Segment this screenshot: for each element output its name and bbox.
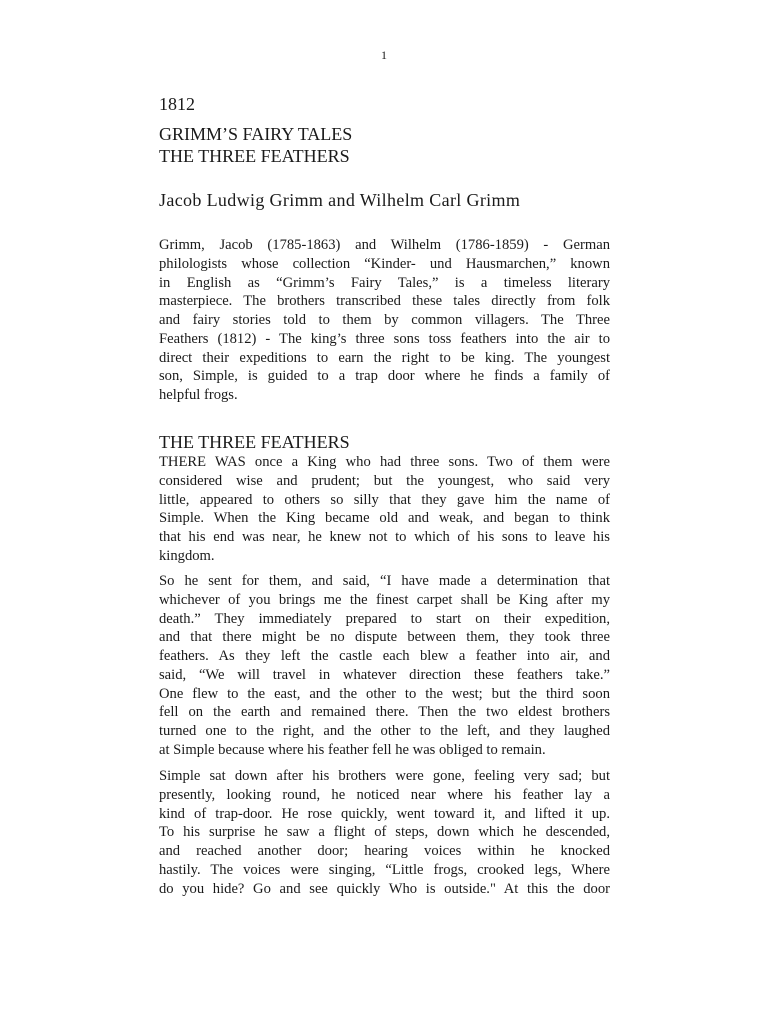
summary-paragraph <box>159 236 610 405</box>
paragraph-line: whichever of you brings me the finest carpet shall be King after my <box>159 591 610 608</box>
paragraph-line: death.” They immediately prepared to start on their expedition, <box>159 610 610 627</box>
title-line: GRIMM’S FAIRY TALES <box>159 124 353 144</box>
summary-line: in English as “Grimm’s Fairy Tales,” is a timeless literary <box>159 274 610 291</box>
story-paragraph-1 <box>159 453 610 566</box>
paragraph-line: considered wise and prudent; but the youngest, who said very <box>159 472 610 489</box>
paragraph-line: that his end was near, he knew not to which of his sons to leave his <box>159 529 610 545</box>
summary-line: Grimm, Jacob (1785-1863) and Wilhelm (1786-1859) - German <box>159 237 610 253</box>
authors-line: Jacob Ludwig Grimm and Wilhelm Carl Grimm <box>159 190 521 210</box>
document-title <box>159 123 352 167</box>
paragraph-line: One flew to the east, and the other to the west; but the third soon <box>159 685 610 702</box>
story-paragraph-2 <box>159 572 610 760</box>
summary-line: helpful frogs. <box>159 387 238 403</box>
story-heading: THE THREE FEATHERS <box>159 432 350 452</box>
summary-line: Feathers (1812) - The king’s three sons toss feathers into the air to <box>159 330 610 347</box>
paragraph-line: fell on the earth and remained there. Then the two eldest brothers <box>159 704 610 721</box>
paragraph-line: do you hide? Go and see quickly Who is outside." At this the door <box>159 880 610 897</box>
publication-year: 1812 <box>159 94 195 114</box>
subtitle-line: THE THREE FEATHERS <box>159 146 350 166</box>
summary-line: masterpiece. The brothers transcribed these tales directly from folk <box>159 293 610 310</box>
paragraph-line: kingdom. <box>159 547 215 564</box>
paragraph-line: little, appeared to others so silly that they gave him the name of <box>159 491 610 508</box>
page-number: 1 <box>381 48 387 62</box>
paragraph-line: and reached another door; hearing voices within he knocked <box>159 843 610 859</box>
paragraph-line: kind of trap-door. He rose quickly, went toward it, and lifted it up. <box>159 805 610 822</box>
summary-line: philologists whose collection “Kinder- und Hausmarchen,” known <box>159 255 610 272</box>
paragraph-line: turned one to the right, and the other to the left, and they laughed <box>159 723 610 739</box>
paragraph-line: at Simple because where his feather fell he was obliged to remain. <box>159 741 546 758</box>
paragraph-line: Simple. When the King became old and weak, and began to think <box>159 510 610 527</box>
paragraph-line: hastily. The voices were singing, “Little frogs, crooked legs, Where <box>159 861 610 878</box>
summary-line: son, Simple, is guided to a trap door where he finds a family of <box>159 368 610 385</box>
paragraph-line: To his surprise he saw a flight of steps, down which he descended, <box>159 824 610 841</box>
story-paragraph-3 <box>159 767 610 898</box>
summary-line: direct their expeditions to earn the right to be king. The youngest <box>159 349 610 366</box>
paragraph-line: THERE WAS once a King who had three sons. Two of them were <box>159 454 610 470</box>
paragraph-line: So he sent for them, and said, “I have made a determination that <box>159 573 610 589</box>
summary-line: and fairy stories told to them by common villagers. The Three <box>159 312 610 328</box>
paragraph-line: feathers. As they left the castle each blew a feather into air, and <box>159 648 610 664</box>
paragraph-line: Simple sat down after his brothers were gone, feeling very sad; but <box>159 768 610 784</box>
paragraph-line: and that there might be no dispute between them, they took three <box>159 629 610 646</box>
paragraph-line: presently, looking round, he noticed near where his feather lay a <box>159 786 610 803</box>
paragraph-line: said, “We will travel in whatever direction these feathers take.” <box>159 666 610 683</box>
